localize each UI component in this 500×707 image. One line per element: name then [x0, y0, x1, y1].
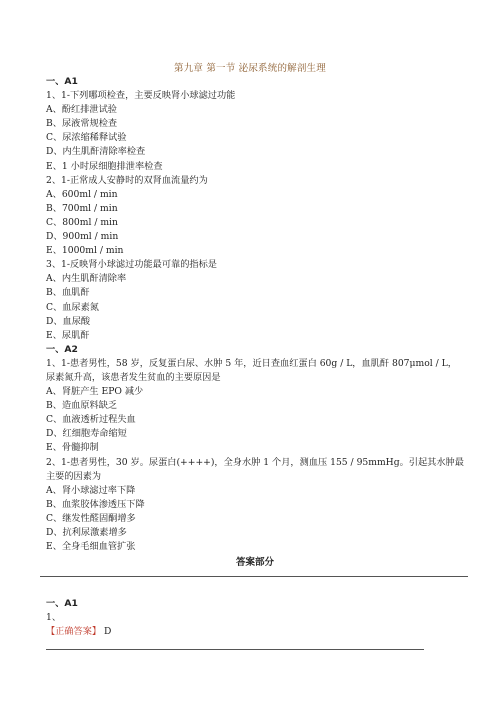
question-stem: 3、1-反映肾小球滤过功能最可靠的指标是 [46, 259, 217, 271]
option-c: C、继发性醛固酮增多 [46, 512, 136, 524]
option-e: E、全身毛细血管扩张 [46, 541, 136, 553]
option-e: E、骨髓抑制 [46, 442, 99, 454]
content-body [46, 75, 464, 650]
option-d: D、900ml / min [46, 231, 119, 243]
option-a: A、肾小球滤过率下降 [46, 484, 136, 496]
correct-answer-value: D [104, 626, 112, 638]
answer-row [46, 625, 464, 639]
divider [46, 649, 424, 650]
option-a: A、酚红排泄试验 [46, 104, 117, 116]
option-b: B、尿液常规检查 [46, 118, 118, 130]
option-c: C、尿浓缩稀释试验 [46, 132, 127, 144]
option-b: B、血浆胶体渗透压下降 [46, 498, 145, 510]
option-e: E、尿肌酐 [46, 329, 90, 341]
option-a: A、肾脏产生 EPO 减少 [46, 386, 144, 398]
option-b: B、700ml / min [46, 202, 118, 214]
question-stem: 1、1-患者男性，58 岁，反复蛋白尿、水肿 5 年，近日查血红蛋白 60g / L，血肌酐 807μmol / L，尿素氮升高，该患者发生贫血的主要原因是 [46, 357, 457, 383]
option-c: C、血液透析过程失血 [46, 414, 136, 426]
option-e: E、1000ml / min [46, 245, 124, 257]
section-heading-a2: 一、A2 [46, 343, 78, 355]
question-stem: 2、1-患者男性，30 岁。尿蛋白(++++)，全身水肿 1 个月，测血压 155 / 95mmHg。引起其水肿最主要的因素为 [46, 456, 464, 482]
option-a: A、内生肌酐清除率 [46, 273, 127, 285]
question-stem: 1、1-下列哪项检查，主要反映肾小球滤过功能 [46, 90, 236, 102]
option-d: D、红细胞寿命缩短 [46, 428, 127, 440]
option-e: E、1 小时尿细胞排泄率检查 [46, 160, 163, 172]
question-stem: 2、1-正常成人安静时的双肾血流量约为 [46, 174, 208, 186]
answer-section-heading: 一、A1 [46, 598, 78, 610]
option-d: D、抗利尿激素增多 [46, 527, 127, 538]
correct-answer-tag: 【正确答案】 [46, 626, 102, 638]
answer-item-number: 1、 [46, 612, 62, 624]
option-b: B、造血原料缺乏 [46, 400, 118, 412]
option-c: C、血尿素氮 [46, 301, 99, 313]
option-b: B、血肌酐 [46, 287, 90, 299]
option-d: D、血尿酸 [46, 315, 91, 327]
option-a: A、600ml / min [46, 188, 118, 200]
section-heading-a1: 一、A1 [46, 76, 78, 87]
option-c: C、800ml / min [46, 216, 118, 228]
option-d: D、内生肌酐清除率检查 [46, 146, 146, 158]
page-title: 第九章 第一节 泌尿系统的解剖生理 [174, 63, 326, 74]
answer-section-title: 答案部分 [235, 557, 274, 569]
